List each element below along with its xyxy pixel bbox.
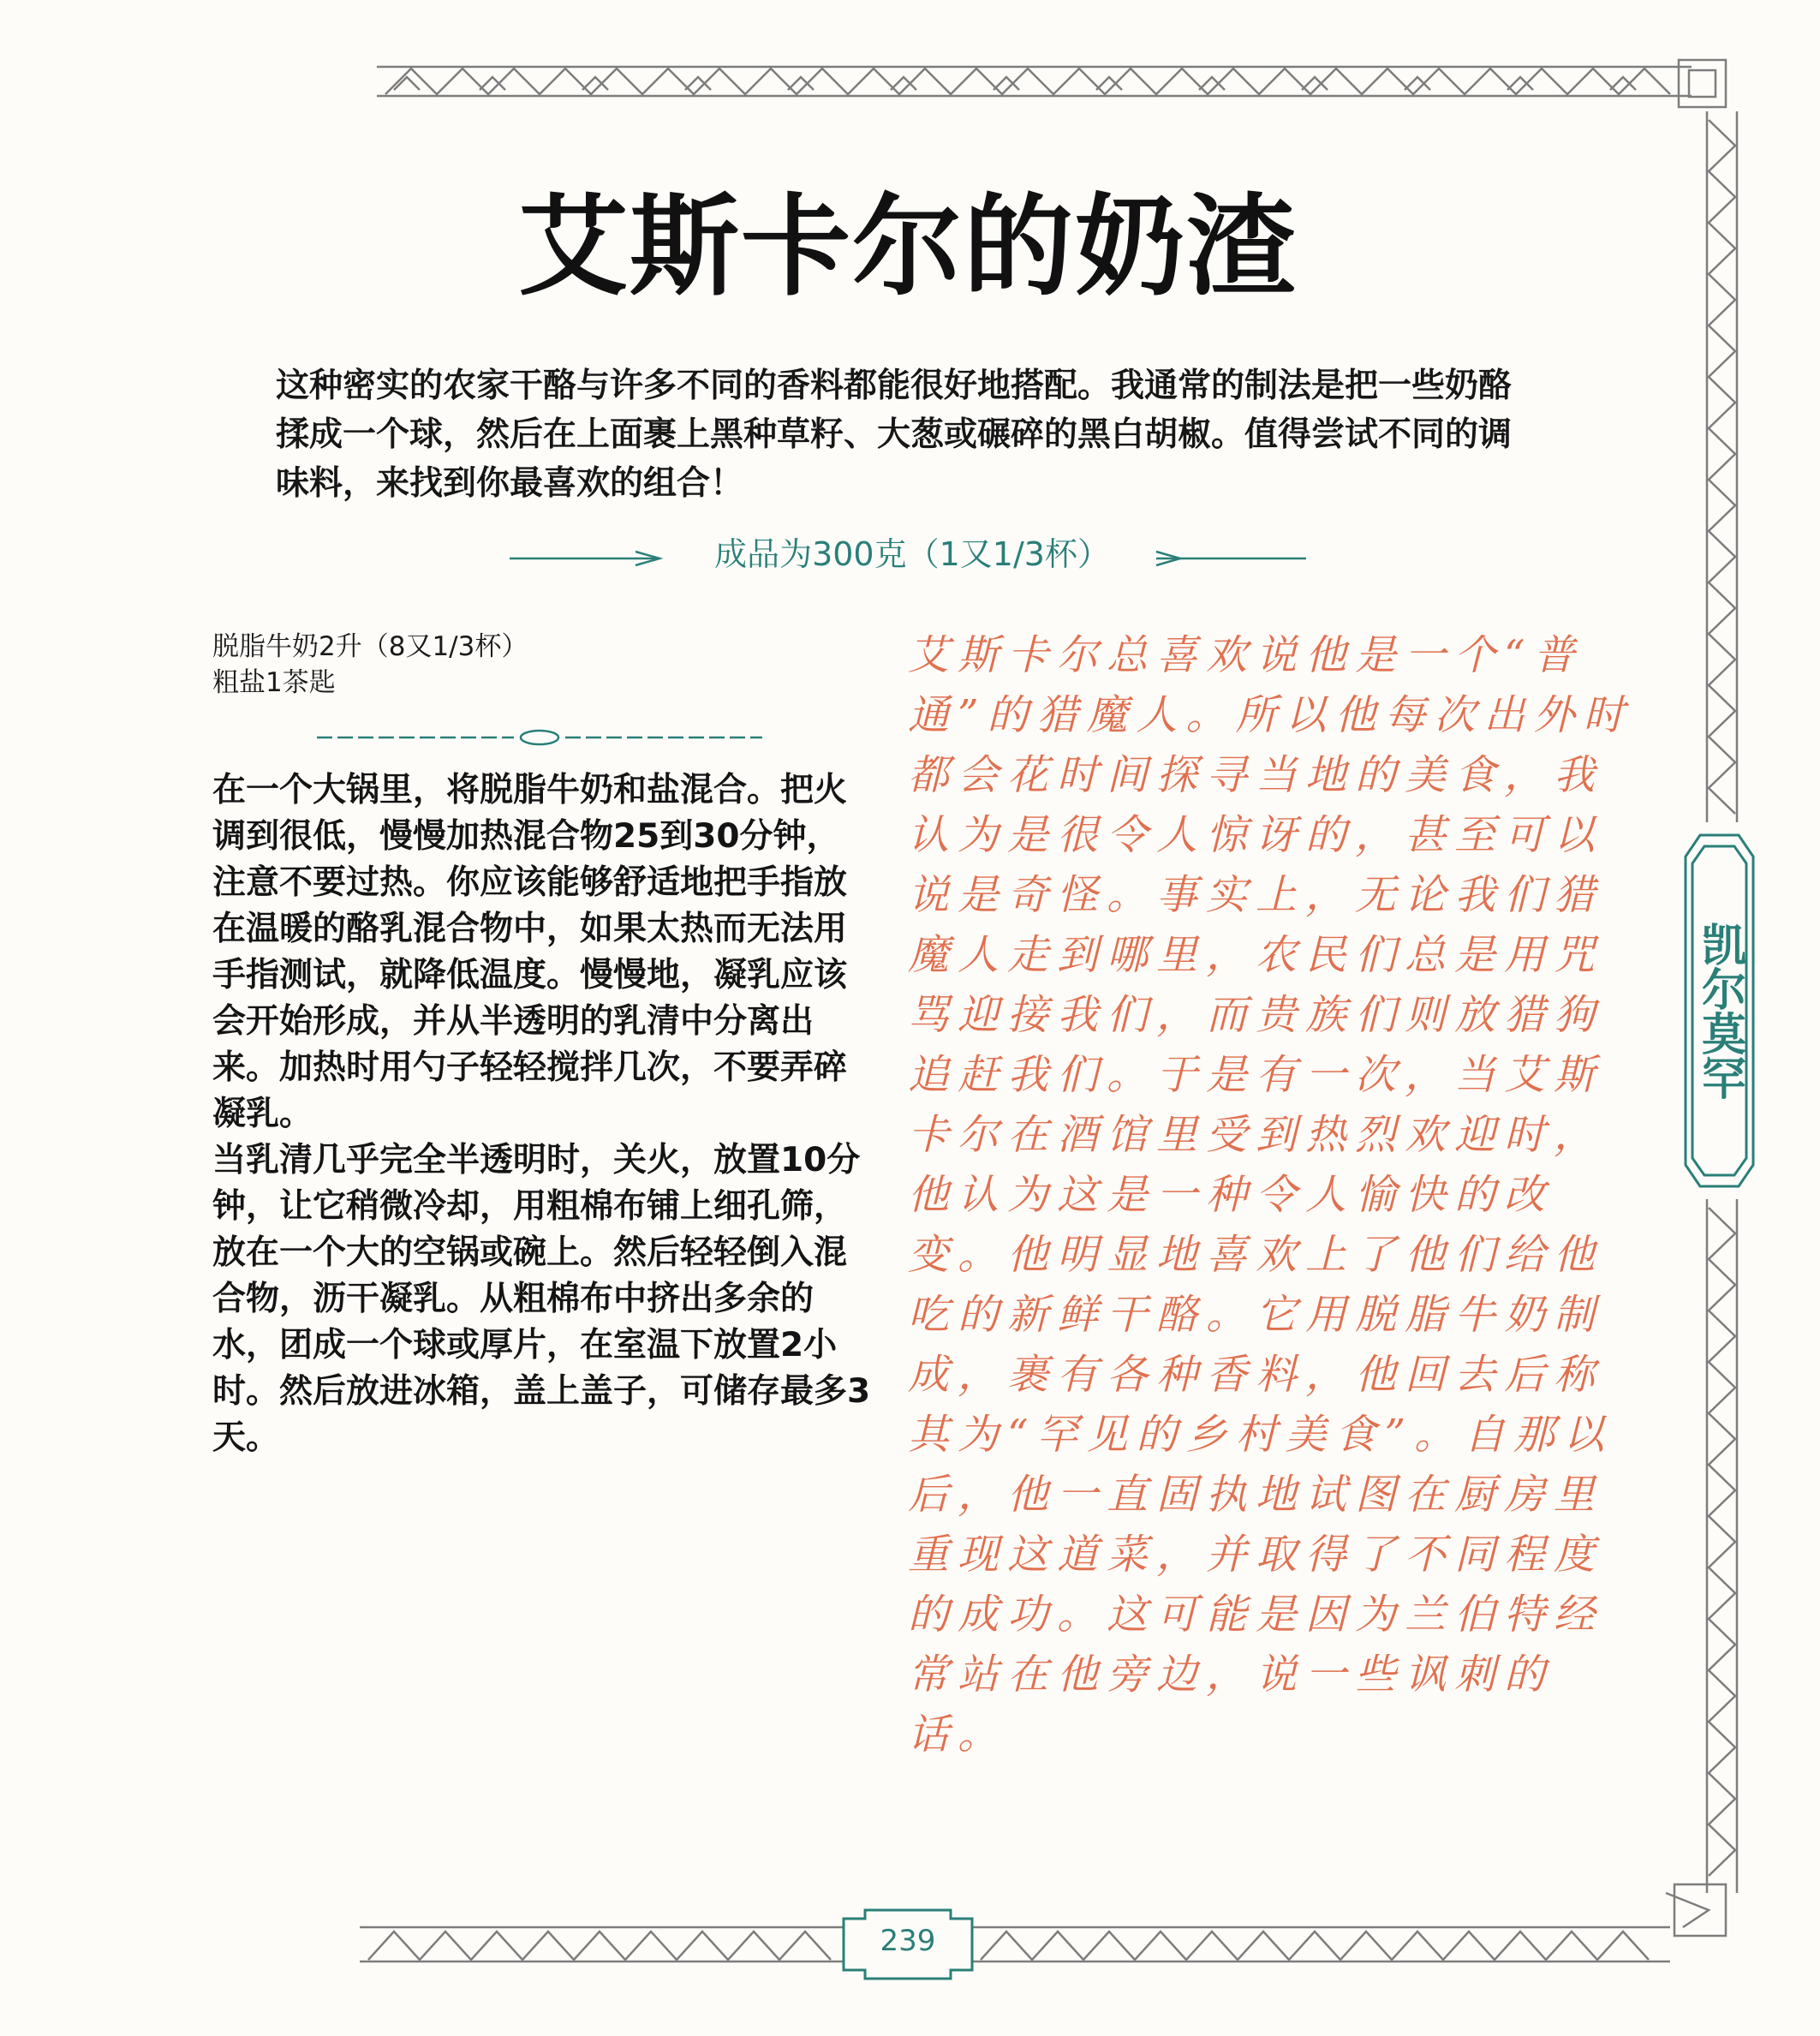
recipe-title: 艾斯卡尔的奶渣: [517, 183, 1298, 311]
ingredient-item: 粗盐1茶匙: [212, 667, 336, 698]
chapter-side-tab: [1686, 839, 1754, 1182]
yield-line: [510, 528, 1315, 575]
method-paragraph: 当乳清几乎完全半透明时，关火，放置10分钟，让它稍微冷却，用粗棉布铺上细孔筛，放在一个大的空锅或碗上。然后轻轻倒入混合物，沥干凝乳。从粗棉布中挤出多余的水，团成一个球或厚片，在室温下放置2小时。然后放进冰箱，盖上盖子，可储存最多3天。: [212, 1141, 871, 1457]
ingredients-list: [212, 629, 658, 701]
ingredient-item: 脱脂牛奶2升（8又1/3杯）: [212, 631, 528, 662]
method-paragraph: 在一个大锅里，将脱脂牛奶和盐混合。把火调到很低，慢慢加热混合物25到30分钟，注意不要过热。你应该能够舒适地把手指放在温暖的酪乳混合物中，如果太热而无法用手指测试，就降低温度。慢慢地，凝乳应该会开始形成，并从半透明的乳清中分离出来。加热时用勺子轻轻搅拌几次，不要弄碎凝乳。: [212, 771, 848, 1133]
handwritten-note: 艾斯卡尔总喜欢说他是一个“普通”的猎魔人。所以他每次出外时都会花时间探寻当地的美食，我认为是很令人惊讶的，甚至可以说是奇怪。事实上，无论我们猎魔人走到哪里，农民们总是用咒骂迎接我们，而贵族们则放猎狗追赶我们。于是有一次，当艾斯卡尔在酒馆里受到热烈欢迎时，他认为这是一种令人愉快的改变。他明显地喜欢上了他们给他吃的新鲜干酪。它用脱脂牛奶制成，裹有各种香料，他回去后称其为“罕见的乡村美食”。自那以后，他一直固执地试图在厨房里重现这道菜，并取得了不同程度的成功。这可能是因为兰伯特经常站在他旁边，说一些讽刺的话。: [908, 631, 1633, 1758]
recipe-intro: 这种密实的农家干酪与许多不同的香料都能很好地搭配。我通常的制法是把一些奶酪揉成一个球，然后在上面裹上黑种草籽、大葱或碾碎的黑白胡椒。值得尝试不同的调味料，来找到你最喜欢的组合！: [276, 367, 1513, 503]
chapter-side-tab-label: 凯尔莫罕: [1693, 922, 1745, 1100]
page-number: 239: [880, 1924, 936, 1958]
method-steps: [212, 767, 872, 1461]
ingredients-divider: [317, 725, 762, 750]
yield-text: 成品为300克（1又1/3杯）: [714, 535, 1110, 573]
